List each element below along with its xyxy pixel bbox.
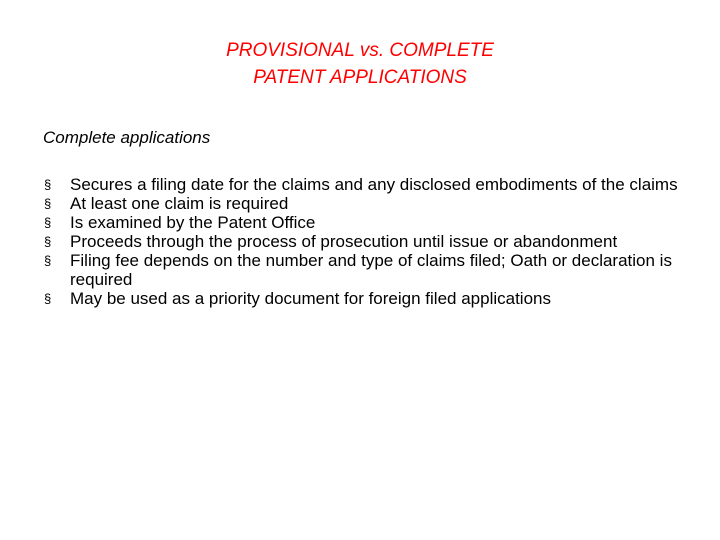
list-item: [44, 175, 684, 194]
bullet-icon: §: [44, 196, 52, 211]
list-item: [44, 213, 684, 232]
bullet-icon: §: [44, 215, 52, 230]
bullet-text: Filing fee depends on the number and type of claims filed; Oath or declaration is required: [70, 251, 672, 289]
slide-title-line-1: PROVISIONAL vs. COMPLETE: [226, 40, 494, 61]
bullet-icon: §: [44, 177, 52, 192]
list-item: [44, 251, 684, 289]
bullet-text: May be used as a priority document for foreign filed applications: [70, 289, 551, 308]
bullet-list: [44, 175, 684, 308]
list-item: [44, 232, 684, 251]
bullet-text: Proceeds through the process of prosecution until issue or abandonment: [70, 232, 618, 251]
bullet-text: Secures a filing date for the claims and any disclosed embodiments of the claims: [70, 175, 678, 194]
bullet-text: At least one claim is required: [70, 194, 289, 213]
bullet-icon: §: [44, 234, 52, 249]
bullet-text: Is examined by the Patent Office: [70, 213, 316, 232]
bullet-icon: §: [44, 291, 52, 306]
slide-title: [0, 37, 720, 91]
section-heading: Complete applications: [43, 128, 211, 147]
slide-title-line-2: PATENT APPLICATIONS: [253, 67, 467, 88]
list-item: [44, 289, 684, 308]
list-item: [44, 194, 684, 213]
bullet-icon: §: [44, 253, 52, 268]
